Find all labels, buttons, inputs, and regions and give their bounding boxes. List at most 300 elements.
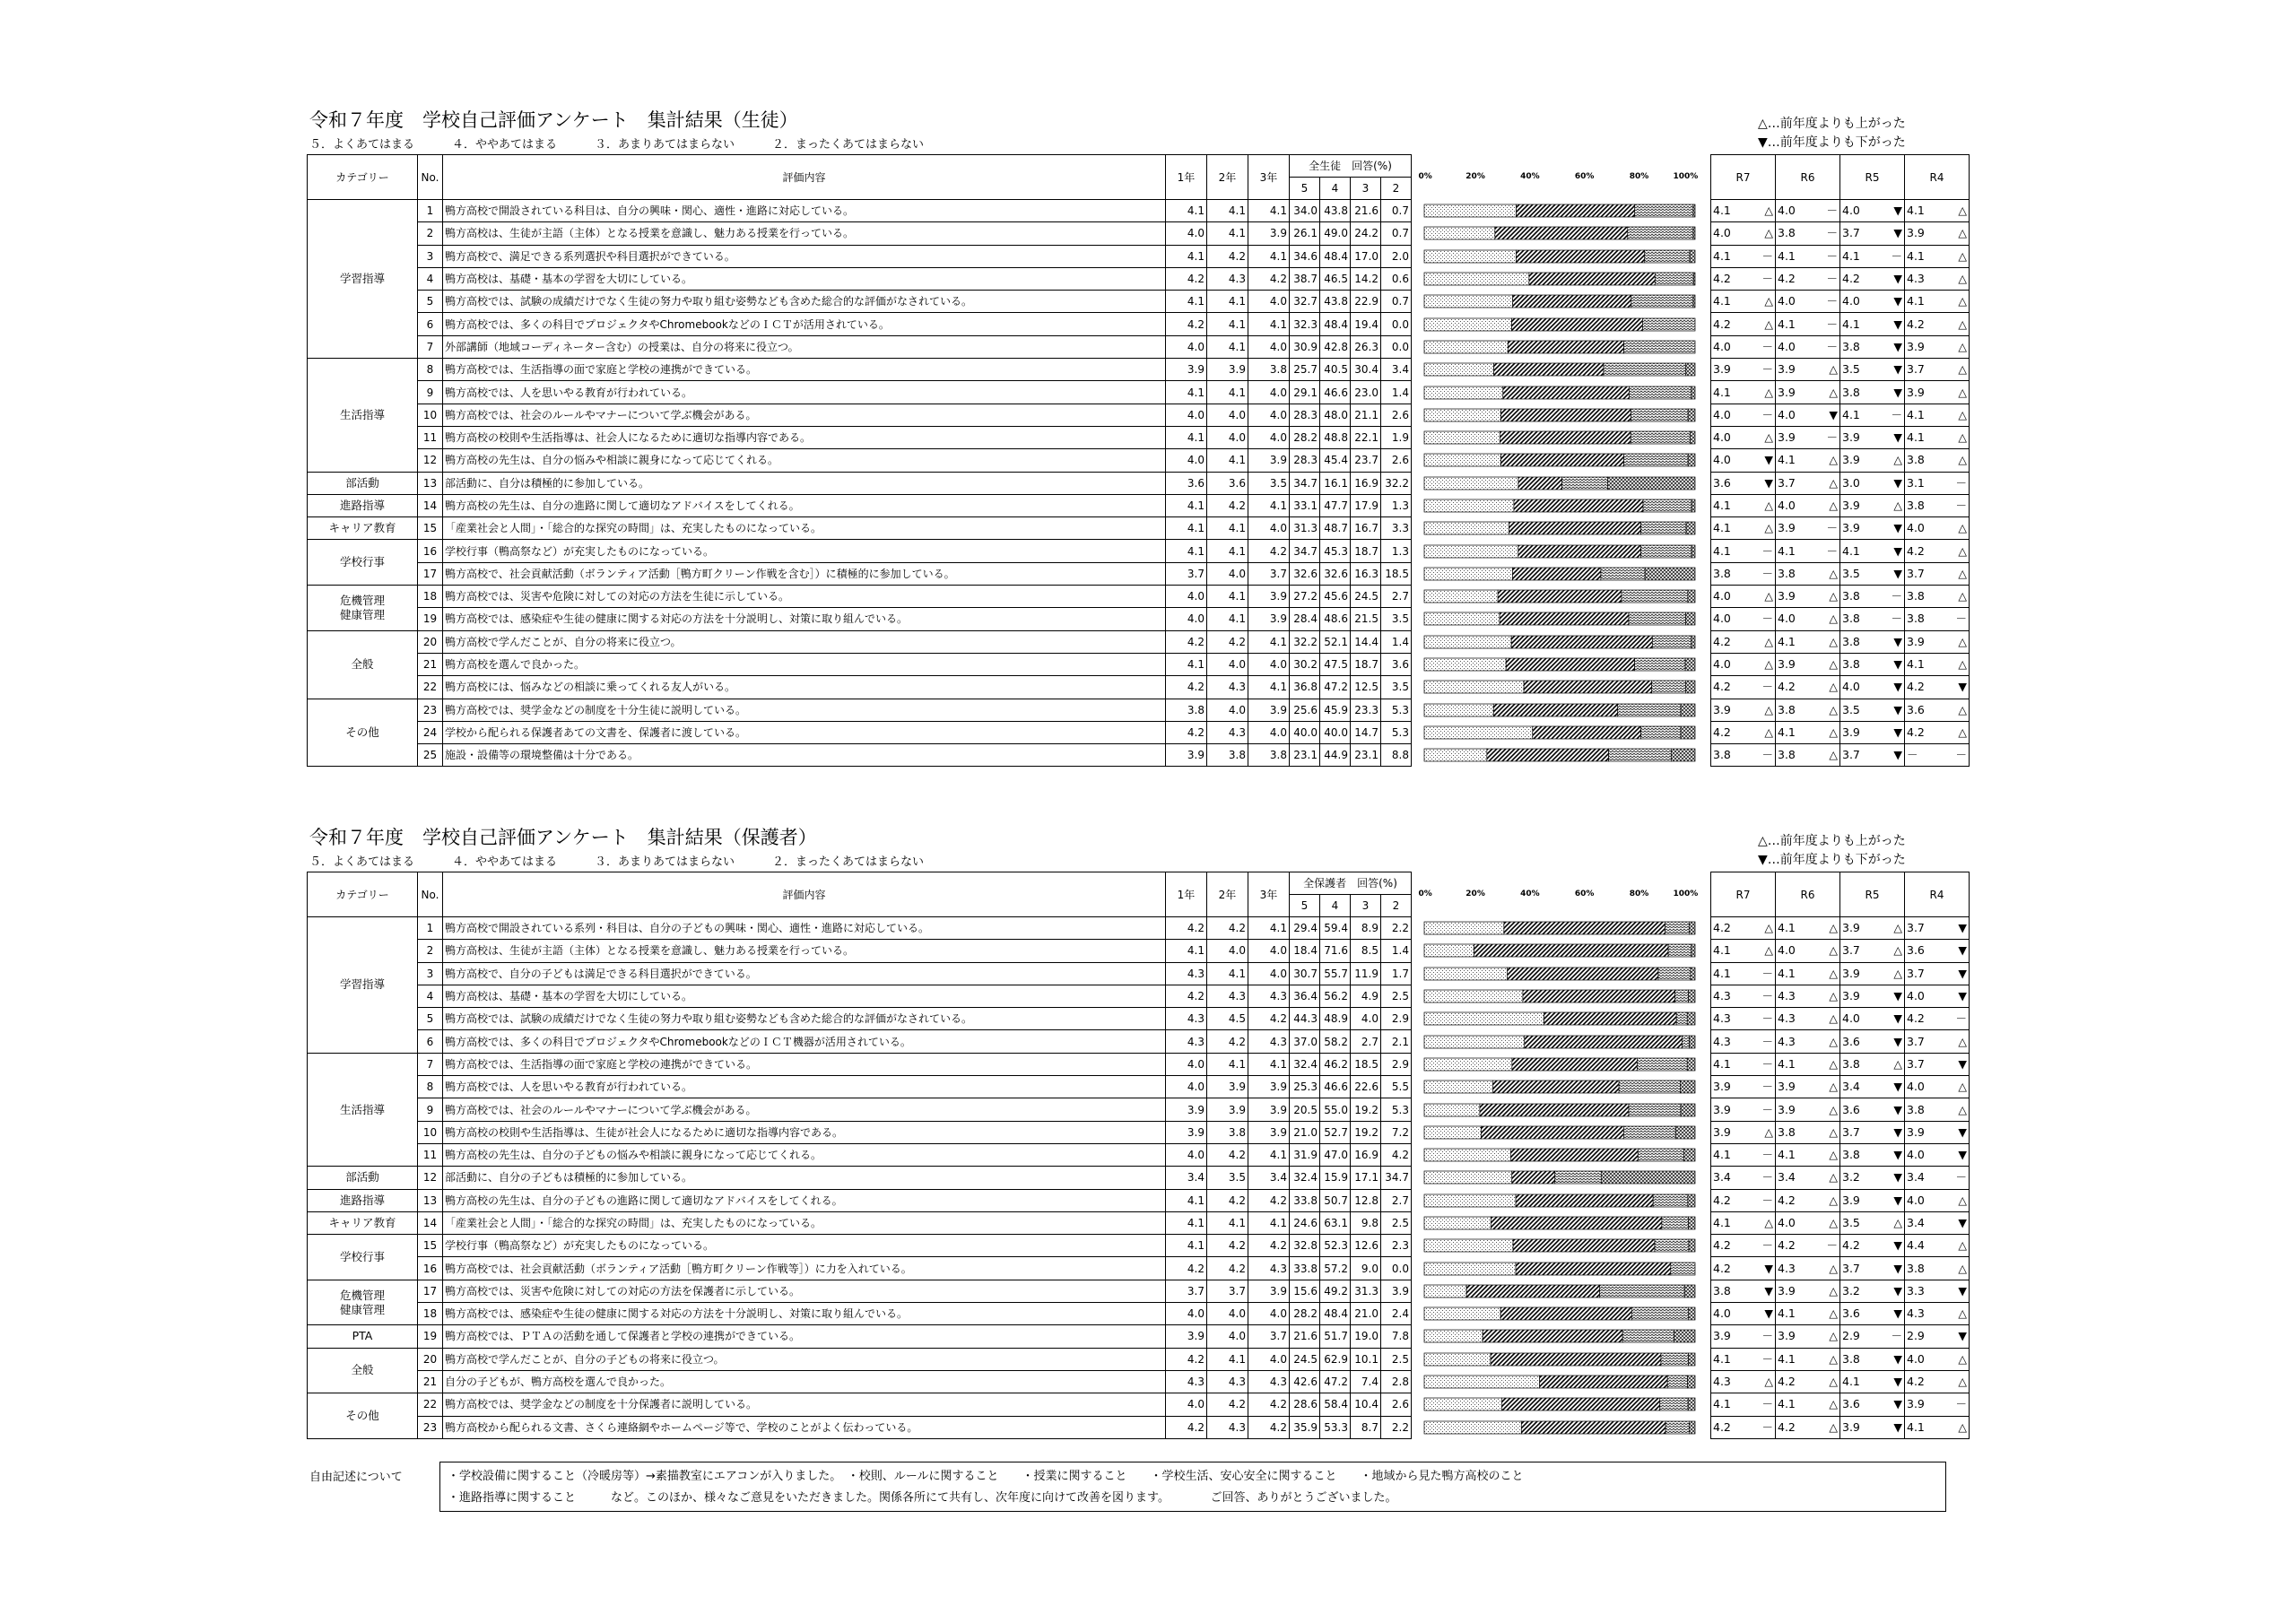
prior-year-pair	[1778, 294, 1838, 308]
bar-segment-2	[1688, 1398, 1695, 1410]
response-percent: 52.7	[1320, 1121, 1351, 1143]
trend-mark: △	[1958, 362, 1967, 377]
stacked-bar	[1421, 1144, 1699, 1166]
trend-mark: －	[1955, 612, 1967, 626]
table-row	[308, 962, 1970, 985]
year-score: 4.0	[1248, 381, 1290, 404]
prior-year-value: 4.0	[1778, 339, 1796, 353]
bar-segment-2	[1674, 1330, 1695, 1342]
prior-year-score	[1905, 1370, 1970, 1393]
prior-year-pair	[1713, 943, 1773, 958]
trend-mark: ▼	[1893, 1148, 1902, 1162]
prior-year-pair	[1713, 1284, 1773, 1298]
bar-segment-5	[1424, 1330, 1483, 1342]
prior-year-value: 4.2	[1778, 1193, 1796, 1207]
row-question: 鴨方高校で学んだことが、自分の子どもの将来に役立つ。	[443, 1348, 1166, 1370]
table-row	[308, 1098, 1970, 1121]
year-score: 4.1	[1166, 940, 1207, 962]
trend-mark: －	[1761, 1419, 1773, 1434]
row-number: 21	[418, 1370, 443, 1393]
year-score: 4.2	[1248, 267, 1290, 290]
prior-year-score	[1905, 472, 1970, 494]
row-number: 24	[418, 721, 443, 743]
chart-axis-label: 40%	[1520, 171, 1540, 181]
stacked-bar	[1421, 1122, 1699, 1143]
stacked-bar	[1421, 427, 1699, 448]
bar-cell	[1421, 1257, 1699, 1280]
chart-axis-cell	[1418, 155, 1699, 200]
prior-year-value: 4.1	[1842, 543, 1860, 558]
trend-mark: －	[1955, 1397, 1967, 1411]
table-row	[308, 1030, 1970, 1053]
trend-mark: ▼	[1893, 317, 1902, 331]
prior-year-pair	[1907, 1262, 1967, 1276]
bar-segment-2	[1681, 704, 1695, 716]
bar-segment-2	[1601, 1171, 1695, 1184]
bar-cell	[1421, 985, 1699, 1007]
prior-year-value: 4.1	[1713, 521, 1731, 535]
year-score: 4.3	[1207, 985, 1248, 1007]
response-percent: 38.7	[1290, 267, 1320, 290]
year-score: 4.0	[1248, 1303, 1290, 1325]
trend-mark: △	[1829, 566, 1838, 580]
year-score: 4.1	[1207, 291, 1248, 313]
gap	[1412, 1167, 1421, 1189]
prior-year-score	[1776, 744, 1840, 767]
year-score: 4.0	[1207, 1325, 1248, 1348]
gap	[1699, 426, 1711, 448]
bar-segment-5	[1424, 1036, 1525, 1048]
response-percent: 2.1	[1381, 1030, 1412, 1053]
prior-year-pair	[1907, 521, 1967, 535]
prior-year-score	[1840, 291, 1905, 313]
trend-mark: ▼	[1893, 1170, 1902, 1185]
bar-segment-4	[1521, 1421, 1665, 1434]
response-percent: 0.6	[1381, 267, 1412, 290]
prior-year-pair	[1778, 1329, 1838, 1343]
response-percent: 42.6	[1290, 1370, 1320, 1393]
prior-year-pair	[1778, 612, 1838, 626]
gap	[1699, 872, 1711, 917]
prior-year-score	[1840, 962, 1905, 985]
response-percent: 2.7	[1381, 1189, 1412, 1211]
response-percent: 40.0	[1320, 721, 1351, 743]
trend-mark: △	[1958, 566, 1967, 580]
bar-segment-2	[1680, 1081, 1695, 1093]
prior-year-score	[1840, 381, 1905, 404]
prior-year-value: 4.0	[1713, 407, 1731, 421]
prior-year-value: 3.7	[1907, 362, 1925, 377]
bar-segment-3	[1623, 454, 1688, 466]
bar-segment-4	[1516, 1194, 1653, 1207]
prior-year-pair	[1907, 1420, 1967, 1435]
gap	[1412, 449, 1421, 472]
response-percent: 47.7	[1320, 494, 1351, 516]
bar-segment-3	[1660, 1353, 1688, 1366]
year-score: 3.4	[1166, 1167, 1207, 1189]
response-percent: 53.3	[1320, 1416, 1351, 1438]
table-row	[308, 404, 1970, 426]
stacked-bar	[1421, 963, 1699, 985]
bar-segment-2	[1688, 990, 1695, 1002]
response-percent: 48.8	[1320, 426, 1351, 448]
trend-mark: △	[1764, 521, 1773, 535]
prior-year-pair	[1842, 408, 1902, 422]
prior-year-pair	[1907, 967, 1967, 981]
bar-segment-4	[1510, 1149, 1638, 1161]
gap	[1699, 494, 1711, 516]
prior-year-pair	[1778, 567, 1838, 581]
prior-year-score	[1840, 1303, 1905, 1325]
prior-year-value: 3.9	[1778, 1283, 1796, 1298]
prior-year-value: 4.2	[1778, 272, 1796, 286]
row-question: 学校から配られる保護者あての文書を、保護者に渡している。	[443, 721, 1166, 743]
prior-year-value: 3.9	[1778, 1329, 1796, 1343]
prior-year-value: 4.0	[1778, 407, 1796, 421]
trend-mark: △	[1829, 475, 1838, 490]
prior-year-value: 4.1	[1713, 1351, 1731, 1366]
year-score: 4.2	[1207, 630, 1248, 653]
prior-year-pair	[1778, 921, 1838, 935]
gap	[1699, 155, 1711, 200]
year-score: 4.0	[1248, 1348, 1290, 1370]
prior-year-score	[1905, 1053, 1970, 1075]
trend-mark: －	[1955, 748, 1967, 762]
prior-year-score	[1840, 586, 1905, 608]
table-row	[308, 630, 1970, 653]
prior-year-value: 4.2	[1778, 1419, 1796, 1434]
prior-year-pair	[1713, 204, 1773, 218]
prior-year-score	[1905, 608, 1970, 630]
bar-segment-3	[1652, 636, 1691, 648]
bar-cell	[1421, 404, 1699, 426]
response-percent: 19.0	[1351, 1325, 1381, 1348]
bar-segment-3	[1631, 409, 1688, 421]
prior-year-pair	[1713, 1011, 1773, 1026]
prior-year-score	[1840, 1076, 1905, 1098]
prior-year-value: 4.2	[1778, 1375, 1796, 1389]
prior-year-pair	[1842, 499, 1902, 513]
response-percent: 16.3	[1351, 562, 1381, 585]
stacked-bar	[1421, 246, 1699, 267]
prior-year-score	[1840, 1098, 1905, 1121]
prior-year-value: 4.0	[1778, 499, 1796, 512]
prior-year-value: 3.9	[1842, 921, 1860, 935]
bar-segment-3	[1608, 749, 1671, 761]
prior-year-value: 3.9	[1713, 1102, 1731, 1116]
gap	[1412, 586, 1421, 608]
row-question: 鴨方高校の校則や生活指導は、社会人になるために適切な指導内容である。	[443, 426, 1166, 448]
row-question: 鴨方高校で、自分の子どもは満足できる科目選択ができている。	[443, 962, 1166, 985]
prior-year-score	[1905, 1030, 1970, 1053]
year-score: 4.1	[1166, 494, 1207, 516]
year-score: 4.1	[1207, 449, 1248, 472]
bar-segment-2	[1689, 1421, 1695, 1434]
table-row	[308, 267, 1970, 290]
prior-year-score	[1776, 1416, 1840, 1438]
trend-mark: △	[1764, 204, 1773, 218]
bar-segment-3	[1623, 341, 1694, 353]
row-question: 鴨方高校では、災害や危険に対しての対応の方法を保護者に示している。	[443, 1280, 1166, 1302]
prior-year-value: 3.4	[1907, 1216, 1925, 1229]
prior-year-value: 3.3	[1907, 1283, 1925, 1298]
response-percent: 25.7	[1290, 359, 1320, 381]
category-cell: キャリア教育	[308, 1211, 418, 1234]
trend-mark: △	[1958, 317, 1967, 331]
prior-year-value: 4.1	[1713, 1397, 1731, 1411]
bar-segment-4	[1500, 612, 1629, 625]
prior-year-pair	[1713, 1103, 1773, 1117]
stacked-bar	[1421, 563, 1699, 585]
prior-year-value: 4.3	[1778, 989, 1796, 1003]
prior-year-score	[1905, 721, 1970, 743]
prior-year-score	[1905, 359, 1970, 381]
prior-year-value: 3.9	[1778, 1080, 1796, 1094]
gap	[1699, 313, 1711, 335]
prior-year-value: 4.0	[1778, 612, 1796, 626]
trend-mark: －	[1891, 589, 1902, 603]
row-number: 22	[418, 676, 443, 699]
gap	[1699, 1416, 1711, 1438]
gap	[1699, 517, 1711, 540]
stacked-bar	[1421, 449, 1699, 471]
bar-segment-5	[1424, 1285, 1466, 1298]
bar-segment-4	[1524, 1036, 1682, 1048]
prior-year-value: 3.8	[1842, 385, 1860, 399]
prior-year-pair	[1778, 680, 1838, 694]
prior-year-value: 4.1	[1907, 407, 1925, 421]
trend-mark: △	[1958, 1102, 1967, 1116]
prior-year-score	[1776, 699, 1840, 721]
year-score: 4.3	[1166, 962, 1207, 985]
bar-segment-3	[1600, 568, 1644, 580]
prior-year-pair	[1842, 249, 1902, 264]
header-col-c2: 2	[1381, 178, 1412, 200]
bar-segment-2	[1688, 1217, 1695, 1229]
bar-cell	[1421, 586, 1699, 608]
prior-year-score	[1776, 1008, 1840, 1030]
year-score: 4.3	[1248, 985, 1290, 1007]
prior-year-score	[1840, 472, 1905, 494]
year-score: 3.9	[1248, 699, 1290, 721]
prior-year-pair	[1713, 1080, 1773, 1094]
trend-mark: △	[1829, 1102, 1838, 1116]
prior-year-pair	[1778, 1216, 1838, 1230]
gap	[1412, 1303, 1421, 1325]
prior-year-pair	[1713, 1420, 1773, 1435]
trend-mark: －	[1761, 989, 1773, 1003]
chart-axis-label: 80%	[1629, 889, 1649, 898]
bar-segment-5	[1424, 341, 1508, 353]
year-score: 4.2	[1166, 676, 1207, 699]
bar-segment-2	[1688, 409, 1695, 421]
prior-year-pair	[1842, 967, 1902, 981]
trend-mark: －	[1761, 1148, 1773, 1162]
bar-segment-5	[1424, 227, 1495, 239]
bar-segment-2	[1690, 431, 1695, 444]
prior-year-value: 4.2	[1842, 272, 1860, 286]
response-percent: 23.1	[1290, 744, 1320, 767]
stacked-bar	[1421, 631, 1699, 653]
bar-segment-3	[1655, 273, 1693, 285]
prior-year-score	[1840, 404, 1905, 426]
year-score: 4.2	[1207, 245, 1248, 267]
prior-year-value: 3.4	[1713, 1170, 1731, 1185]
row-number: 2	[418, 222, 443, 245]
prior-year-pair	[1907, 1148, 1967, 1162]
prior-year-value: 3.9	[1842, 1193, 1860, 1207]
gap	[1699, 222, 1711, 245]
prior-year-value: 3.8	[1778, 566, 1796, 580]
chart-axis-cell	[1418, 872, 1699, 917]
gap	[1412, 1008, 1421, 1030]
bar-segment-5	[1424, 922, 1504, 934]
gap	[1412, 1280, 1421, 1302]
response-percent: 34.6	[1290, 245, 1320, 267]
row-question: 学校行事（鴨高祭など）が充実したものになっている。	[443, 1235, 1166, 1257]
prior-year-pair	[1778, 249, 1838, 264]
response-percent: 30.4	[1351, 359, 1381, 381]
prior-year-value: －	[1907, 748, 1918, 762]
trend-mark: －	[1761, 1056, 1773, 1071]
response-percent: 52.3	[1320, 1235, 1351, 1257]
year-score: 3.5	[1248, 472, 1290, 494]
table-row	[308, 1303, 1970, 1325]
prior-year-score	[1711, 245, 1776, 267]
prior-year-score	[1840, 540, 1905, 562]
year-score: 4.2	[1207, 1393, 1248, 1416]
stacked-bar	[1421, 1167, 1699, 1188]
prior-year-pair	[1713, 1329, 1773, 1343]
header-year-2: 2年	[1207, 155, 1248, 200]
row-question: 鴨方高校で学んだことが、自分の将来に役立つ。	[443, 630, 1166, 653]
bar-segment-3	[1561, 477, 1607, 490]
prior-year-value: 4.0	[1778, 943, 1796, 958]
bar-segment-5	[1424, 295, 1513, 308]
trend-mark: ▼	[1764, 475, 1773, 490]
prior-year-score	[1840, 1348, 1905, 1370]
bar-cell	[1421, 335, 1699, 358]
bar-segment-2	[1683, 1149, 1695, 1161]
year-score: 4.1	[1166, 1189, 1207, 1211]
response-percent: 23.1	[1351, 744, 1381, 767]
trend-mark: ▼	[1764, 453, 1773, 467]
gap	[1699, 630, 1711, 653]
prior-year-value: 3.6	[1842, 1306, 1860, 1321]
prior-year-score	[1905, 1325, 1970, 1348]
prior-year-score	[1711, 200, 1776, 222]
response-percent: 21.1	[1351, 404, 1381, 426]
year-score: 4.0	[1166, 1393, 1207, 1416]
gap	[1412, 1416, 1421, 1438]
bar-segment-5	[1424, 363, 1494, 376]
year-score: 4.0	[1207, 699, 1248, 721]
stacked-bar	[1421, 608, 1699, 629]
bar-segment-5	[1424, 454, 1500, 466]
year-score: 4.2	[1207, 1189, 1248, 1211]
bar-segment-4	[1490, 1353, 1660, 1366]
bar-segment-4	[1516, 1263, 1671, 1275]
prior-year-score	[1840, 1235, 1905, 1257]
bar-segment-5	[1424, 1239, 1513, 1252]
prior-year-score	[1905, 985, 1970, 1007]
prior-year-pair	[1778, 1148, 1838, 1162]
response-percent: 24.5	[1290, 1348, 1320, 1370]
row-number: 16	[418, 1257, 443, 1280]
trend-mark: ▼	[1764, 1306, 1773, 1321]
year-score: 3.4	[1248, 1167, 1290, 1189]
prior-year-pair	[1778, 408, 1838, 422]
prior-year-pair	[1778, 226, 1838, 240]
prior-year-pair	[1713, 430, 1773, 445]
response-percent: 24.5	[1351, 586, 1381, 608]
trend-mark: △	[1829, 1375, 1838, 1389]
bar-segment-3	[1634, 204, 1692, 217]
response-percent: 28.6	[1290, 1393, 1320, 1416]
prior-year-pair	[1842, 943, 1902, 958]
trend-mark: △	[1764, 226, 1773, 240]
bar-segment-2	[1607, 477, 1694, 490]
response-percent: 32.4	[1290, 1167, 1320, 1189]
trend-mark: △	[1764, 657, 1773, 672]
prior-year-pair	[1842, 921, 1902, 935]
prior-year-score	[1840, 245, 1905, 267]
prior-year-value: 3.9	[1778, 362, 1796, 377]
bar-segment-2	[1687, 590, 1694, 603]
prior-year-pair	[1713, 635, 1773, 649]
prior-year-pair	[1778, 748, 1838, 762]
prior-year-pair	[1907, 430, 1967, 445]
gap	[1412, 744, 1421, 767]
year-score: 4.2	[1248, 540, 1290, 562]
trend-mark: ▼	[1893, 1261, 1902, 1275]
trend-mark: ▼	[1893, 272, 1902, 286]
prior-year-pair	[1842, 989, 1902, 1003]
prior-year-pair	[1778, 589, 1838, 603]
bar-segment-3	[1657, 968, 1690, 980]
bar-cell	[1421, 1325, 1699, 1348]
response-percent: 5.3	[1381, 699, 1412, 721]
gap	[1699, 962, 1711, 985]
bar-segment-2	[1687, 1376, 1694, 1388]
trend-mark: △	[1764, 943, 1773, 958]
prior-year-pair	[1842, 1306, 1902, 1321]
bar-segment-5	[1424, 704, 1493, 716]
prior-year-pair	[1713, 249, 1773, 264]
gap	[1699, 1370, 1711, 1393]
trend-mark: △	[1764, 430, 1773, 445]
prior-year-value: 4.0	[1907, 989, 1925, 1003]
prior-year-pair	[1907, 317, 1967, 332]
bar-cell	[1421, 200, 1699, 222]
gap	[1699, 540, 1711, 562]
prior-year-value: 3.5	[1842, 362, 1860, 377]
bar-segment-5	[1424, 726, 1533, 739]
bar-segment-3	[1665, 922, 1689, 934]
prior-year-pair	[1713, 1375, 1773, 1389]
prior-year-score	[1905, 1008, 1970, 1030]
prior-year-score	[1776, 200, 1840, 222]
chart-axis-label: 20%	[1465, 889, 1485, 898]
prior-year-pair	[1842, 1420, 1902, 1435]
bar-segment-2	[1687, 1058, 1695, 1071]
row-number: 18	[418, 1303, 443, 1325]
row-number: 21	[418, 653, 443, 675]
prior-year-value: 4.2	[1907, 317, 1925, 331]
prior-year-score	[1776, 653, 1840, 675]
response-percent: 32.2	[1290, 630, 1320, 653]
trend-mark: △	[1764, 702, 1773, 716]
